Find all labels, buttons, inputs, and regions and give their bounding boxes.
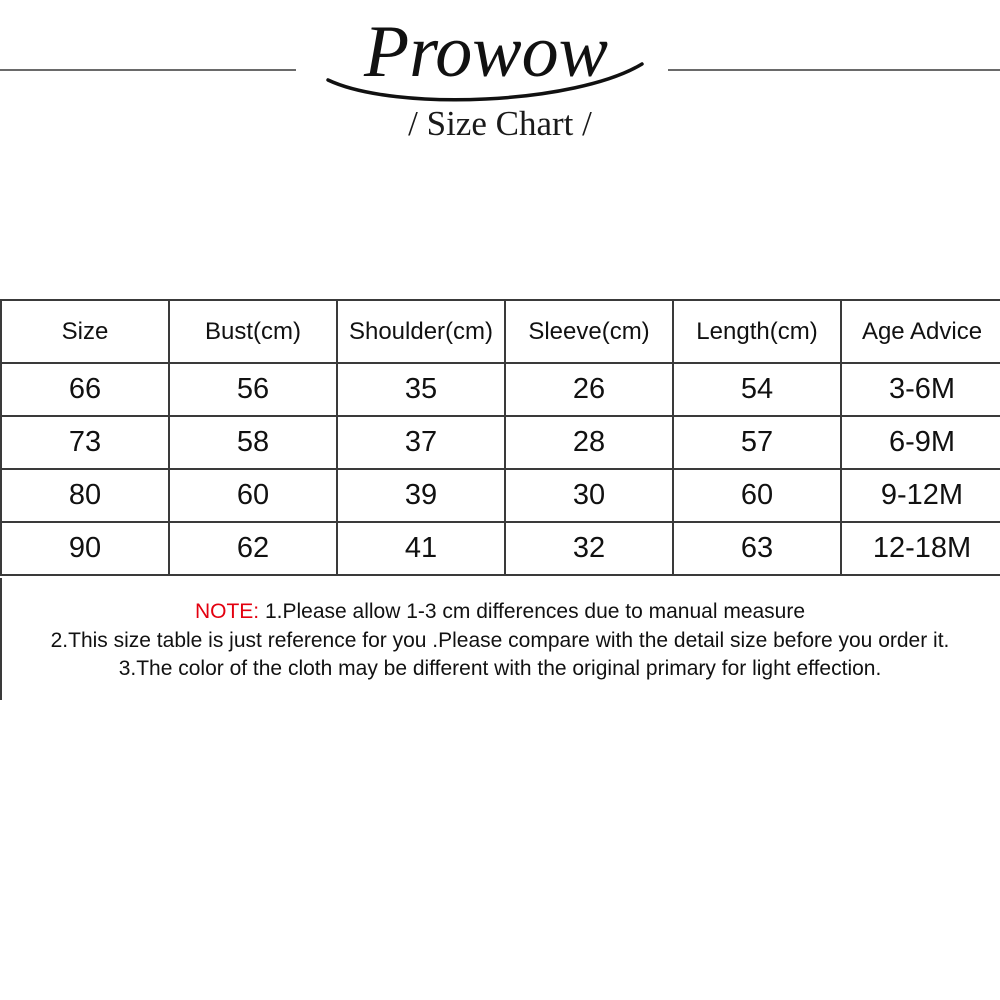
column-header: Length(cm) bbox=[673, 300, 841, 363]
table-cell: 66 bbox=[1, 363, 169, 416]
table-row bbox=[1, 469, 1000, 522]
brand-logo-text: Prowow bbox=[364, 11, 608, 93]
table-cell: 37 bbox=[337, 416, 505, 469]
table-row bbox=[1, 416, 1000, 469]
notes-block bbox=[0, 598, 1000, 684]
table-cell: 60 bbox=[169, 469, 337, 522]
table-cell: 60 bbox=[673, 469, 841, 522]
size-chart-subtitle: / Size Chart / bbox=[408, 104, 592, 143]
table-cell: 3-6M bbox=[841, 363, 1000, 416]
table-cell: 32 bbox=[505, 522, 673, 575]
table-cell: 35 bbox=[337, 363, 505, 416]
column-header: Age Advice bbox=[841, 300, 1000, 363]
table-cell: 62 bbox=[169, 522, 337, 575]
table-cell: 57 bbox=[673, 416, 841, 469]
column-header: Size bbox=[1, 300, 169, 363]
table-cell: 63 bbox=[673, 522, 841, 575]
table-cell: 58 bbox=[169, 416, 337, 469]
note-line-2: 2.This size table is just reference for you .Please compare with the detail size before you order it. bbox=[50, 628, 950, 652]
header-rule-left bbox=[0, 69, 296, 71]
size-table bbox=[0, 299, 1000, 576]
note-line-3: 3.The color of the cloth may be different with the original primary for light effection. bbox=[118, 657, 882, 680]
note-line-1 bbox=[0, 598, 1000, 627]
table-cell: 12-18M bbox=[841, 522, 1000, 575]
table-cell: 56 bbox=[169, 363, 337, 416]
table-cell: 41 bbox=[337, 522, 505, 575]
table-cell: 9-12M bbox=[841, 469, 1000, 522]
table-cell: 80 bbox=[1, 469, 169, 522]
note-label: NOTE: bbox=[194, 600, 260, 623]
table-row bbox=[1, 522, 1000, 575]
column-header: Sleeve(cm) bbox=[505, 300, 673, 363]
table-cell: 39 bbox=[337, 469, 505, 522]
column-header: Shoulder(cm) bbox=[337, 300, 505, 363]
table-header-row bbox=[1, 300, 1000, 363]
table-row bbox=[1, 363, 1000, 416]
header-rule-right bbox=[668, 69, 1000, 71]
table-cell: 90 bbox=[1, 522, 169, 575]
table-cell: 30 bbox=[505, 469, 673, 522]
table-cell: 54 bbox=[673, 363, 841, 416]
note-text-1: 1.Please allow 1-3 cm differences due to manual measure bbox=[259, 600, 806, 623]
table-cell: 28 bbox=[505, 416, 673, 469]
table-cell: 26 bbox=[505, 363, 673, 416]
table-cell: 73 bbox=[1, 416, 169, 469]
column-header: Bust(cm) bbox=[169, 300, 337, 363]
table-cell: 6-9M bbox=[841, 416, 1000, 469]
brand-logo bbox=[316, 4, 656, 110]
